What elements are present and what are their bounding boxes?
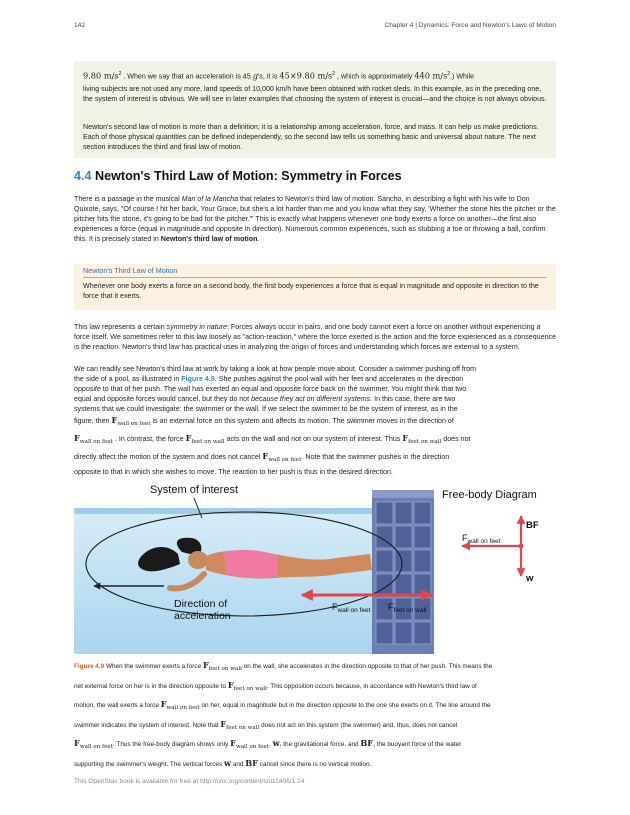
- system-of-interest-label: System of interest: [149, 484, 239, 496]
- section-heading: 4.4 Newton's Third Law of Motion: Symmetry in Forces: [74, 169, 402, 183]
- fbd-bf-label: BF: [526, 520, 539, 531]
- symmetry-paragraph: This law represents a certain symmetry in nature: Forces always occur in pairs, and one body cannot exert a force on another without experiencing a force itself. We sometimes refer to this law loosely as "action-reaction," where the force exerted is the action and the force experienced as a consequence is the reaction. Newton's third law has practical uses in analyzing the origin of forces and understanding which forces are external to a system.: [74, 323, 557, 352]
- figure-4-9: [74, 478, 556, 654]
- fbd-w-label: w: [526, 573, 534, 584]
- chapter-title: Chapter 4 | Dynamics: Force and Newton's Laws of Motion: [384, 22, 556, 29]
- force-wall-on-feet-label: $F_{wall on feet}$: [332, 602, 371, 614]
- figure-link[interactable]: Figure 4.9: [181, 375, 215, 384]
- law-box-title: Newton's Third Law of Motion: [83, 266, 178, 275]
- math-980: 9.80 m/s: [83, 70, 119, 81]
- example-paragraph-1: living subjects are not used any more, land speeds of 10,000 km/h have been obtained with rocket sleds. In this example, as in the preceding one, the system of interest is obvious. We will see in later examples that choosing the system of interest is crucial—and the choice is not always obvious.: [83, 85, 547, 104]
- caption-figure-number: Figure 4.9: [74, 663, 105, 670]
- law-box-text: Whenever one body exerts a force on a second body, the first body experiences a force that is equal in magnitude and opposite in direction to the force that it exerts.: [83, 282, 539, 301]
- force-feet-on-wall-label: $F_{feet on wall}$: [388, 602, 427, 614]
- swimmer-paragraph: We can readily see Newton's third law at work by taking a look at how people move about. Consider a swimmer pushing off from the side of a pool, as illustrated in Figure 4.9. She pushes against the pool wall with her feet and accelerates in the direction opposite to that of her push. The wall has exerted an equal and opposite force back on the swimmer. You might think that two equal and opposite forces would cancel, but they do not because they act on different systems. In this case, there are two systems that we could investigate: the swimmer or the wall. If we select the swimmer to be the system of interest, as in the figure, then $F_{wall on feet}$ is an external force on this system and affects its motion. The swimmer moves in the direction of $F_{wall on feet}$ . In contrast, the force $F_{feet on wall}$ acts on the wall and not on our system of interest. Thus $F_{feet on wall}$ does not directly affect the motion of the system and does not cancel $F_{wall on feet}$. Note that the swimmer pushes in the direction opposite to that in which she wishes to move. The reaction to her push is thus in the desired direction.: [74, 365, 477, 477]
- pool-wall: [372, 490, 434, 654]
- figure-caption: Figure 4.9 When the swimmer exerts a force $F_{feet on wall}$ on the wall, she accelerates in the direction opposite to that of her push. This means the net external force on her is in the direction opposite to $F_{feet on wall}$. This opposition occurs because, in accordance with Newton's third law of motion, the wall exerts a force $F_{wall on feet}$ on her, equal in magnitude but in the direction opposite to the one she exerts on it. The line around the swimmer indicates the system of interest. Note that $F_{feet on wall}$ does not act on this system (the swimmer) and, thus, does not cancel $F_{wall on feet}$. Thus the free-body diagram shows only $F_{wall on feet}$, w, the gravitational force, and BF, the buoyant force of the water supporting the swimmer's weight. The vertical forces w and BF cancel since there is no vertical motion.: [74, 660, 493, 768]
- direction-label-1: Direction of: [174, 598, 228, 610]
- direction-label-2: acceleration: [174, 610, 231, 622]
- pool-water: [74, 508, 374, 654]
- law-box-divider: [83, 277, 547, 278]
- intro-paragraph: There is a passage in the musical Man of la Mancha that relates to Newton's third law of motion. Sancho, in describing a fight with his wife to Don Quixote, says, "Of course I hit her back, Your Grace, but she's a lot harder than me and you know what they say, 'Whether the stone hits the pitcher or the pitcher hits the stone, it's going to be bad for the pitcher.'" This is exactly what happens whenever one body exerts a force on another—the first also experiences a force (equal in magnitude and opposite in direction). Numerous common experiences, such as stubbing a toe or throwing a ball, confirm this. It is precisely stated in Newton's third law of motion.: [74, 195, 556, 244]
- water-surface: [74, 508, 374, 514]
- fbd-fwall-label: $F_{wall on feet}$: [462, 533, 501, 545]
- page-footer: This OpenStax book is available for free at http://cnx.org/content/col11406/1.14: [74, 778, 305, 785]
- page-number: 142: [74, 22, 86, 29]
- example-first-line: 9.80 $m/s^2$ . When we say that an acceleration is 45 g's, it is 45×9.80 $m/s^2$ , which is approximately 440 $m/s^2$.) While: [83, 70, 475, 81]
- fbd-title: Free-body Diagram: [442, 489, 537, 501]
- example-paragraph-2: Newton's second law of motion is more than a definition; it is a relationship among acceleration, force, and mass. It can help us make predictions. Each of those physical quantities can be defined independently, so the second law tells us something basic and universal about nature. The next section introduces the third and final law of motion.: [83, 123, 539, 152]
